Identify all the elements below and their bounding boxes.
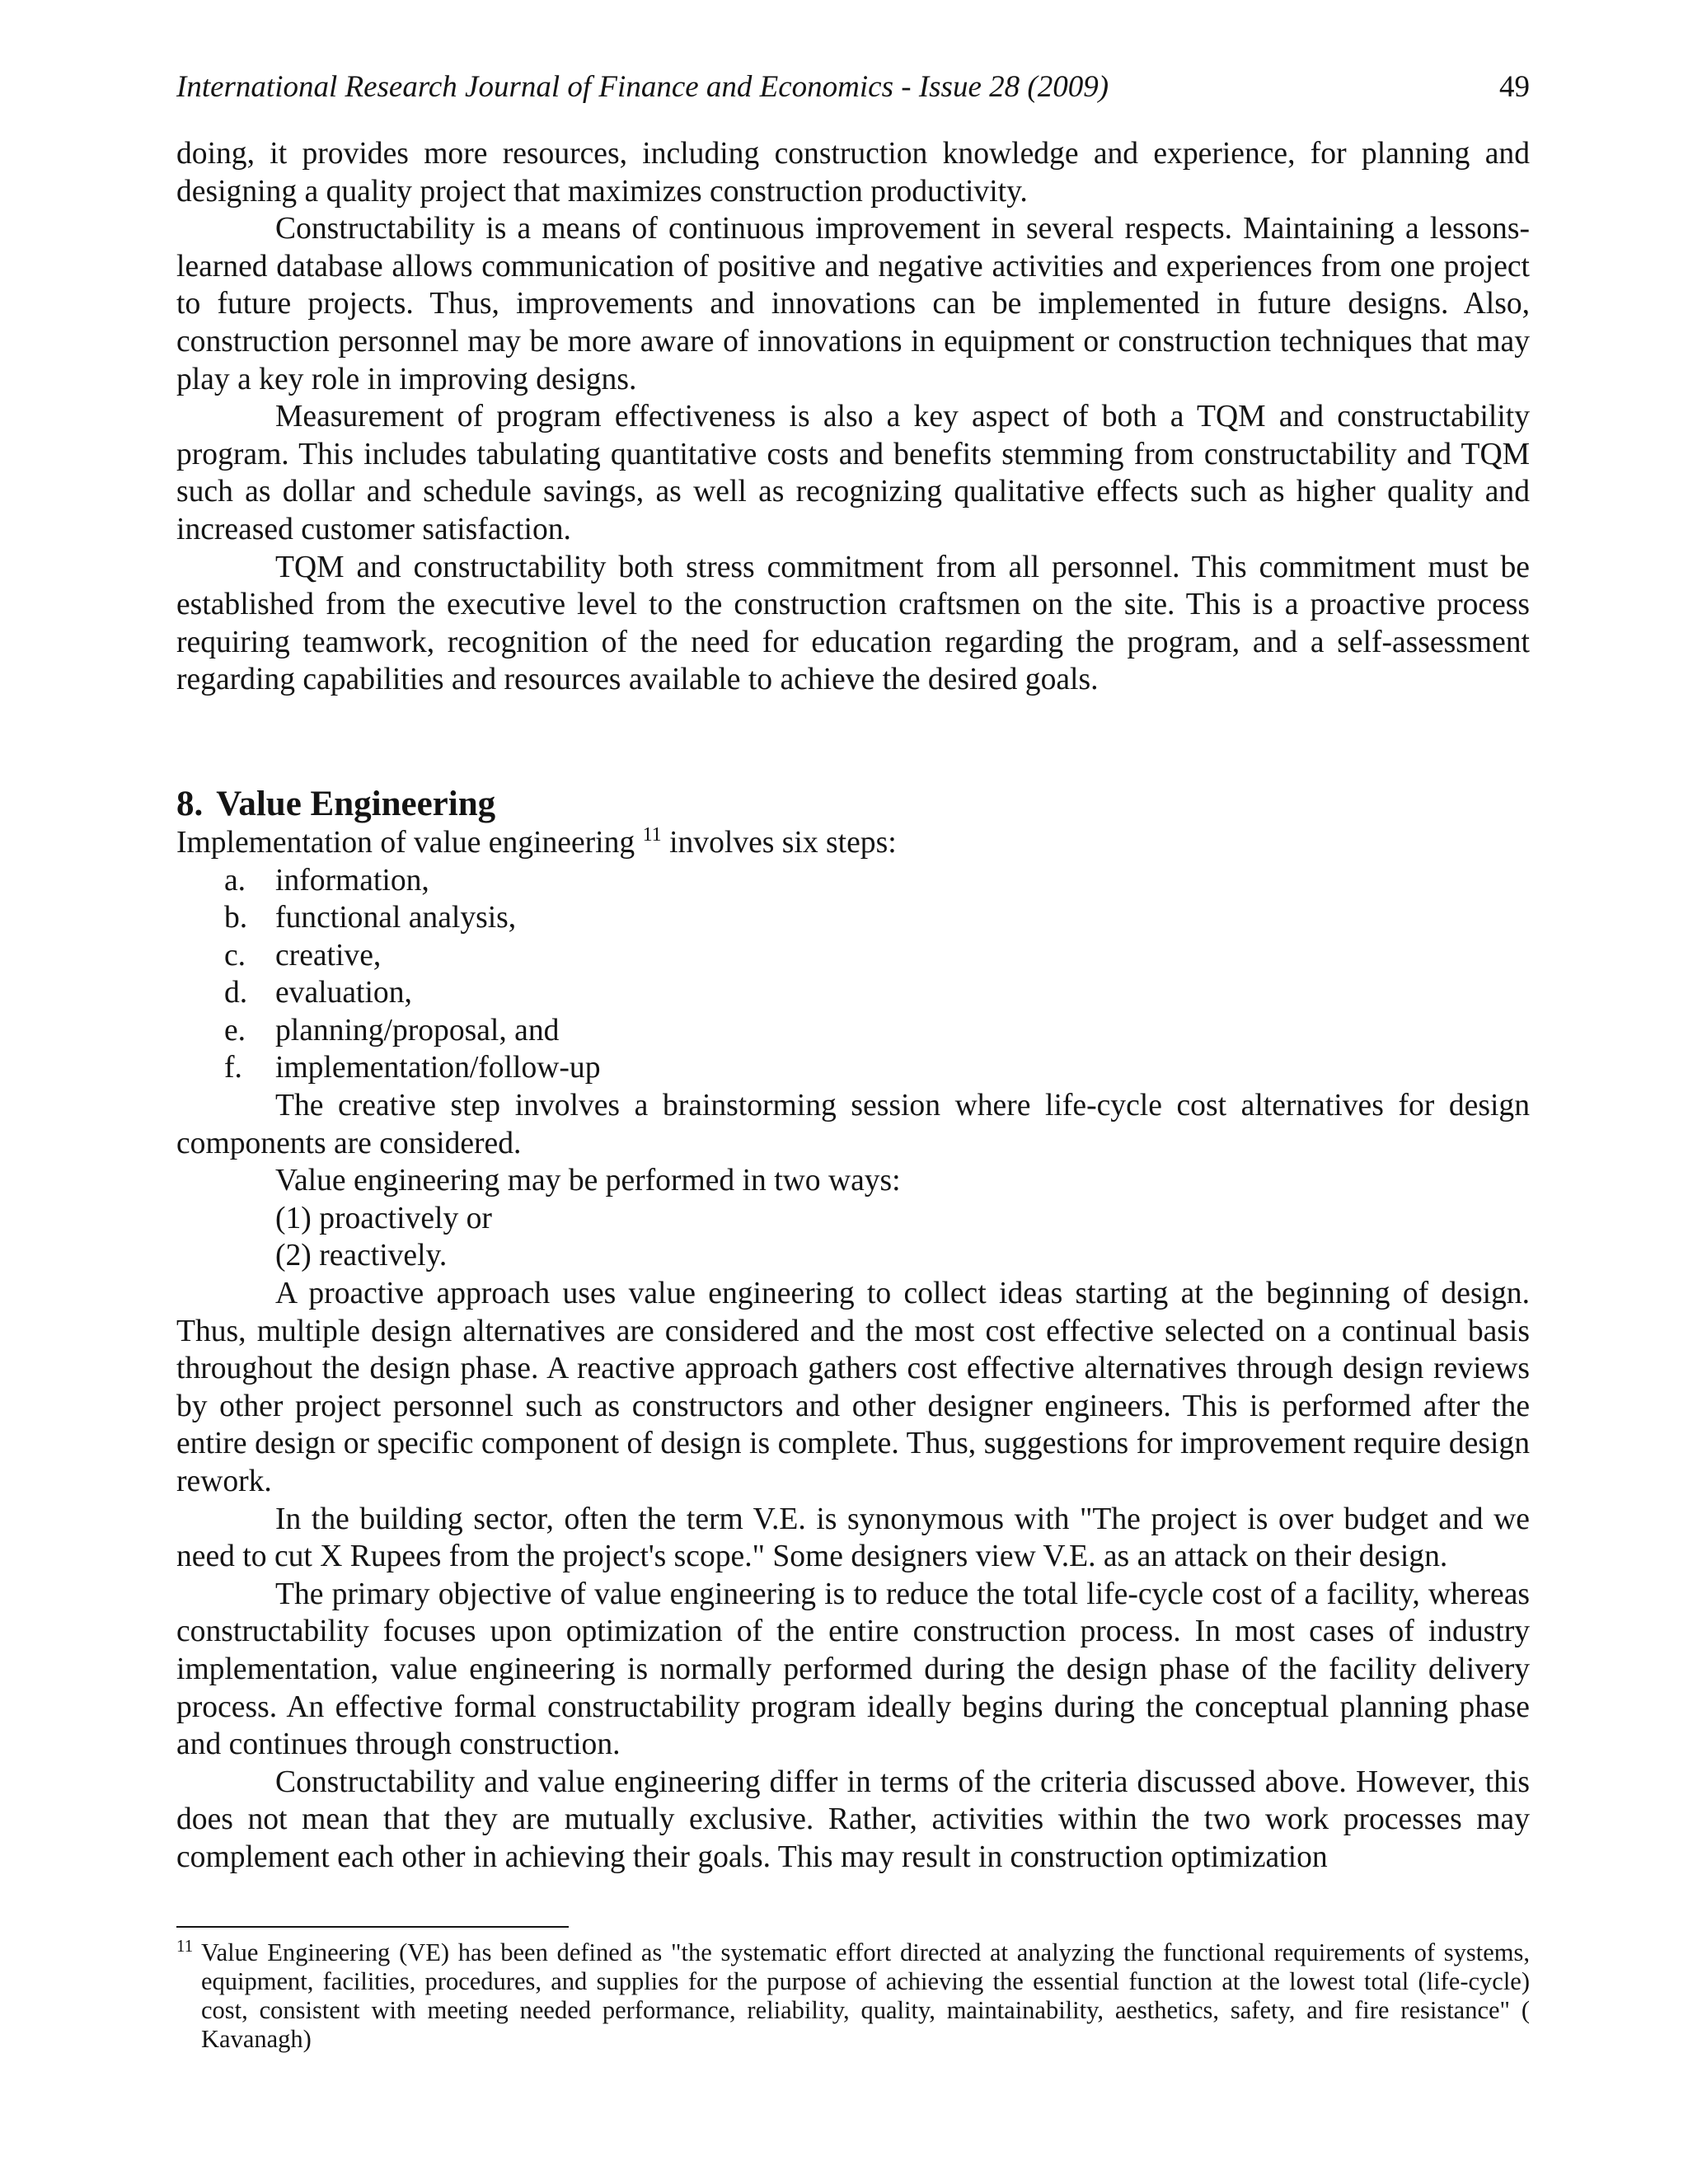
list-item-text: functional analysis,: [275, 901, 517, 935]
list-item-text: evaluation,: [275, 976, 412, 1010]
footnote-reference: 11: [642, 823, 662, 846]
paragraph: Constructability is a means of continuous improvement in several respects. Maintaining a lessons-learned database allows communication of positive and negative activities and experiences from one project to future projects. Thus, improvements and innovations can be implemented in future designs. Also, construction personnel may be more aware of innovations in equipment or construction techniques that may play a key role in improving designs.: [176, 212, 1530, 396]
list-marker: e.: [224, 1013, 246, 1047]
list-item: [176, 1049, 1530, 1087]
paragraph: Measurement of program effectiveness is also a key aspect of both a TQM and constructability program. This includes tabulating quantitative costs and benefits stemming from constructability and TQM such as dollar and schedule savings, as well as recognizing qualitative effects such as higher quality and increased customer satisfaction.: [176, 400, 1530, 546]
ways-list: [176, 1200, 1530, 1275]
footnote-divider: [176, 1926, 569, 1928]
list-item-text: implementation/follow-up: [275, 1051, 601, 1085]
page-number: 49: [1499, 70, 1530, 104]
paragraph: Constructability and value engineering differ in terms of the criteria discussed above. However, this does not mean that they are mutually exclusive. Rather, activities within the two work processes may complement each other in achieving their goals. This may result in construction optimization: [176, 1765, 1530, 1874]
journal-page: [176, 0, 1530, 2184]
list-item: [176, 899, 1530, 937]
journal-title: International Research Journal of Finance and Economics - Issue 28 (2009): [176, 70, 1109, 104]
list-item-text: planning/proposal, and: [275, 1013, 560, 1047]
intro-text-end: involves six steps:: [661, 825, 897, 860]
list-item: (1) proactively or: [275, 1201, 492, 1235]
paragraph: The creative step involves a brainstorming session where life-cycle cost alternatives for design components are considered.: [176, 1089, 1530, 1160]
list-item: [176, 862, 1530, 900]
list-marker: f.: [224, 1051, 242, 1085]
list-marker: c.: [224, 938, 246, 972]
body-text: [176, 135, 1530, 1877]
list-marker: b.: [224, 901, 248, 935]
paragraph: The primary objective of value engineering is to reduce the total life-cycle cost of a facility, whereas constructability focuses upon optimization of the entire construction process. In most cases of industry implementation, value engineering is normally performed during the design phase of the facility delivery process. An effective formal constructability program ideally begins during the conceptual planning phase and continues through construction.: [176, 1577, 1530, 1762]
list-item: [176, 1012, 1530, 1050]
list-item-text: information,: [275, 863, 429, 898]
paragraph: Value engineering may be performed in two ways:: [275, 1164, 901, 1198]
section-heading: [176, 785, 1530, 824]
list-marker: d.: [224, 976, 248, 1010]
intro-text: Implementation of value engineering: [176, 825, 643, 860]
list-marker: a.: [224, 863, 246, 898]
paragraph: TQM and constructability both stress commitment from all personnel. This commitment must be established from the executive level to the construction craftsmen on the site. This is a proactive process requiring teamwork, recognition of the need for education regarding the program, and a self-assessment regarding capabilities and resources available to achieve the desired goals.: [176, 550, 1530, 697]
list-item-text: creative,: [275, 938, 382, 972]
footnote-number: 11: [176, 1936, 194, 1956]
list-item: (2) reactively.: [275, 1239, 448, 1273]
footnote-text: Value Engineering (VE) has been defined as "the systematic effort directed at analyzing the functional requirements of systems, equipment, facilities, procedures, and supplies for the purpose of achieving the essential function at the lowest total (life-cycle) cost, consistent with meeting needed performance, reliability, quality, maintainability, aesthetics, safety, and fire resistance" ( Kavanagh): [201, 1938, 1530, 2053]
section-intro: [176, 824, 1530, 862]
paragraph: A proactive approach uses value engineering to collect ideas starting at the beginning of design. Thus, multiple design alternatives are considered and the most cost effective selected on a continual basis throughout the design phase. A reactive approach gathers cost effective alternatives through design reviews by other project personnel such as constructors and other designer engineers. This is performed after the entire design or specific component of design is complete. Thus, suggestions for improvement require design rework.: [176, 1277, 1530, 1498]
section-number: 8.: [176, 784, 204, 823]
section-title: Value Engineering: [216, 784, 496, 823]
footnote: [176, 1938, 1530, 2054]
list-item: [176, 974, 1530, 1012]
paragraph: In the building sector, often the term V.E. is synonymous with "The project is over budget and we need to cut X Rupees from the project's scope." Some designers view V.E. as an attack on their design.: [176, 1502, 1530, 1574]
steps-list: [176, 862, 1530, 1088]
paragraph: doing, it provides more resources, including construction knowledge and experience, for planning and designing a quality project that maximizes construction productivity.: [176, 137, 1530, 209]
list-item: [176, 937, 1530, 975]
